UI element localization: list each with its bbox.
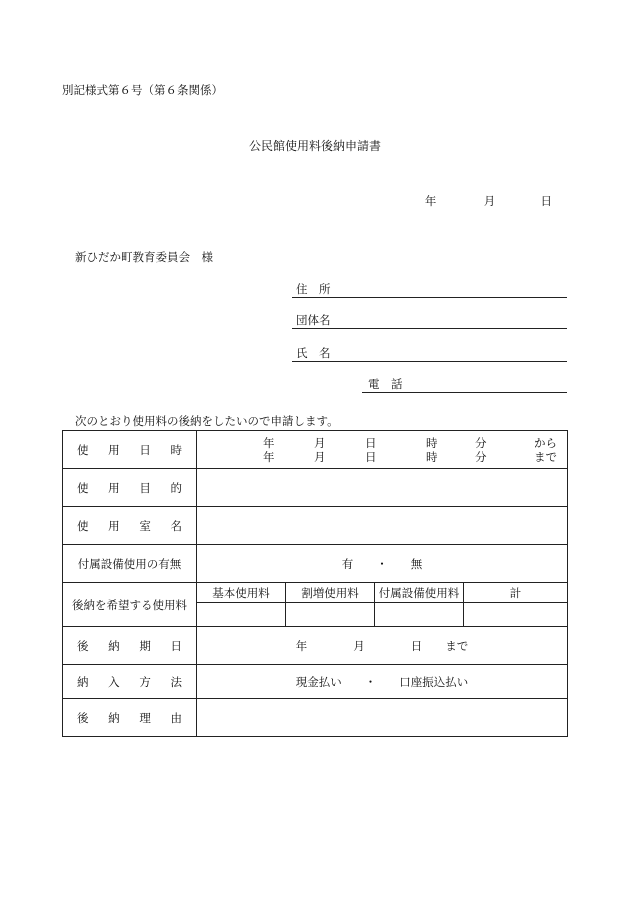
label-room: 使 用 室 名 <box>63 507 197 545</box>
label-purpose: 使 用 目 的 <box>63 469 197 507</box>
date-day-label: 日 <box>540 194 552 208</box>
label-equipment: 付属設備使用の有無 <box>63 545 197 583</box>
row-use-datetime <box>63 431 568 469</box>
addressee: 新ひだか町教育委員会 様 <box>75 250 213 264</box>
fee-col-basic: 基本使用料 <box>197 583 286 603</box>
label-method: 納 入 方 法 <box>63 665 197 699</box>
purpose-field[interactable] <box>197 469 568 507</box>
address-field[interactable] <box>292 281 567 298</box>
application-table <box>62 430 568 737</box>
fee-surcharge-input[interactable] <box>286 603 375 627</box>
phone-label: 電 話 <box>368 377 403 391</box>
document-title: 公民館使用料後納申請書 <box>248 139 381 153</box>
applicant-name-field[interactable] <box>292 345 567 362</box>
row-method <box>63 665 568 699</box>
fee-col-total: 計 <box>464 583 568 603</box>
fee-col-surcharge: 割増使用料 <box>286 583 375 603</box>
label-reason: 後 納 理 由 <box>63 699 197 737</box>
datetime-to-line: 年 月 日 時 分 まで <box>263 449 557 464</box>
use-datetime-field[interactable] <box>197 431 568 469</box>
group-name-label: 団体名 <box>296 313 331 327</box>
phone-field[interactable] <box>362 376 567 393</box>
row-fee-header <box>63 583 568 603</box>
row-equipment <box>63 545 568 583</box>
row-room <box>63 507 568 545</box>
date-line <box>425 193 552 209</box>
group-name-field[interactable] <box>292 312 567 329</box>
form-reference: 別記様式第６号（第６条関係） <box>62 83 223 97</box>
reason-field[interactable] <box>197 699 568 737</box>
deadline-field[interactable]: 年 月 日 まで <box>197 627 568 665</box>
address-label: 住 所 <box>296 282 331 296</box>
row-reason <box>63 699 568 737</box>
equipment-choice[interactable]: 有 ・ 無 <box>197 545 568 583</box>
row-purpose <box>63 469 568 507</box>
row-deadline <box>63 627 568 665</box>
label-use-datetime: 使 用 日 時 <box>63 431 197 469</box>
fee-total-input[interactable] <box>464 603 568 627</box>
label-deadline: 後 納 期 日 <box>63 627 197 665</box>
datetime-from-line: 年 月 日 時 分 から <box>263 435 557 450</box>
intro-text: 次のとおり使用料の後納をしたいので申請します。 <box>75 414 339 428</box>
date-year-label: 年 <box>424 194 437 208</box>
fee-equipment-input[interactable] <box>375 603 464 627</box>
room-field[interactable] <box>197 507 568 545</box>
fee-basic-input[interactable] <box>197 603 286 627</box>
label-fee: 後納を希望する使用料 <box>63 583 197 627</box>
applicant-name-label: 氏 名 <box>296 346 331 360</box>
date-month-label: 月 <box>483 194 496 208</box>
fee-col-equipment: 付属設備使用料 <box>375 583 464 603</box>
method-choice[interactable]: 現金払い ・ 口座振込払い <box>197 665 568 699</box>
